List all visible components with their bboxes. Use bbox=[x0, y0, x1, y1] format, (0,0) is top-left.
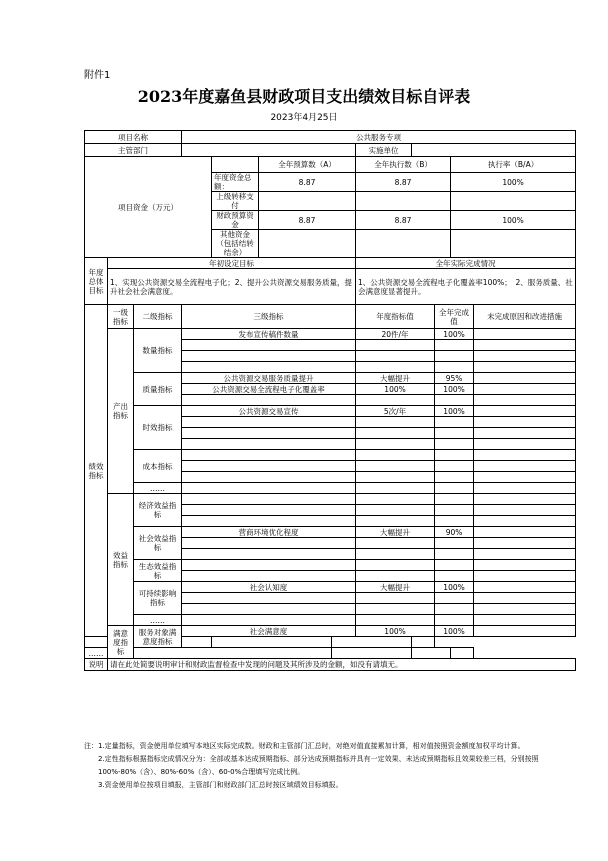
indicator-target: 100% bbox=[356, 384, 435, 395]
indicator-done: 100% bbox=[435, 384, 474, 395]
indicator-reason bbox=[474, 626, 576, 637]
benefit-label: 效益指标 bbox=[108, 494, 134, 626]
economic-label: 经济效益指标 bbox=[134, 494, 182, 527]
report-date: 2023年4月25日 bbox=[270, 113, 338, 123]
overall-actual-text: 1、公共资源交易全流程电子化覆盖率100%； 2、服务质量、社会满意度显著提升。 bbox=[356, 269, 576, 305]
explain-text: 请在此处简要说明审计和财政监督检查中发现的问题及其所涉及的金额，如没有请填无。 bbox=[108, 659, 576, 671]
benefit-ellipsis: …… bbox=[134, 615, 182, 626]
funds-row-exec: 8.87 bbox=[356, 173, 451, 192]
satisfaction-ellipsis: …… bbox=[85, 648, 108, 659]
funds-col-rate: 执行率（B/A） bbox=[451, 157, 576, 173]
evaluation-table bbox=[84, 130, 576, 671]
attachment-label: 附件1 bbox=[84, 70, 111, 81]
indicator-target: 大幅提升 bbox=[356, 527, 435, 538]
project-name-value: 公共服务专项 bbox=[182, 131, 576, 144]
indicator-target: 大幅提升 bbox=[356, 582, 435, 593]
indicator-target: 20件/年 bbox=[356, 329, 435, 340]
perf-label: 绩效指标 bbox=[85, 305, 108, 637]
overall-target-label: 年度总体目标 bbox=[85, 258, 108, 305]
funds-row-budget: 8.87 bbox=[259, 211, 356, 230]
funds-col-exec: 全年执行数（B） bbox=[356, 157, 451, 173]
quality-label: 质量指标 bbox=[134, 373, 182, 406]
overall-col-target: 年初设定目标 bbox=[108, 258, 356, 269]
perf-h-l1: 一级指标 bbox=[108, 305, 134, 329]
indicator-name: 公共资源交易全流程电子化覆盖率 bbox=[182, 384, 356, 395]
indicator-name: 营商环境优化程度 bbox=[182, 527, 356, 538]
sustainable-label: 可持续影响指标 bbox=[134, 582, 182, 615]
impl-label: 实施单位 bbox=[356, 144, 412, 157]
output-label: 产出指标 bbox=[108, 329, 134, 494]
indicator-reason bbox=[474, 384, 576, 395]
indicator-done: 100% bbox=[435, 626, 474, 637]
project-name-label: 项目名称 bbox=[85, 131, 182, 144]
indicator-name: 公共资源交易服务质量提升 bbox=[182, 373, 356, 384]
service-satisfaction-label: 服务对象满意度指标 bbox=[134, 626, 182, 648]
funds-row-rate: 100% bbox=[451, 211, 576, 230]
funds-row-name: 其他资金（包括结转结余） bbox=[212, 230, 259, 258]
dept-label: 主管部门 bbox=[85, 144, 182, 157]
funds-row-name: 年度资金总额： bbox=[212, 173, 259, 192]
funds-row-exec bbox=[356, 230, 451, 258]
indicator-reason bbox=[474, 527, 576, 538]
dept-value bbox=[182, 144, 356, 157]
funds-row-budget bbox=[259, 192, 356, 211]
funds-row-budget: 8.87 bbox=[259, 173, 356, 192]
funds-row-rate bbox=[451, 230, 576, 258]
footnote-3: 3.资金使用单位按项目填报，主管部门和财政部门汇总时按区域绩效目标填报。 bbox=[98, 781, 343, 789]
indicator-done: 100% bbox=[435, 406, 474, 417]
indicator-name: 社会认知度 bbox=[182, 582, 356, 593]
funds-blank-header bbox=[212, 157, 259, 173]
perf-h-reason: 未完成原因和改进措施 bbox=[474, 305, 576, 329]
indicator-done: 95% bbox=[435, 373, 474, 384]
satisfaction-label: 满意度指标 bbox=[108, 626, 134, 659]
footnote-1: 注：1.定量指标，资金使用单位填写本地区实际完成数。财政和主管部门汇总时，对绝对值直接累加计算，相对值按照资金额度加权平均计算。 bbox=[84, 742, 525, 750]
funds-col-budget: 全年预算数（A） bbox=[259, 157, 356, 173]
cost-label: 成本指标 bbox=[134, 450, 182, 483]
indicator-target: 100% bbox=[356, 626, 435, 637]
social-label: 社会效益指标 bbox=[134, 527, 182, 560]
indicator-target: 大幅提升 bbox=[356, 373, 435, 384]
footnotes bbox=[84, 740, 555, 792]
funds-row-rate bbox=[451, 192, 576, 211]
indicator-reason bbox=[474, 406, 576, 417]
indicator-reason bbox=[474, 582, 576, 593]
funds-row-name: 上级转移支付 bbox=[212, 192, 259, 211]
perf-h-target: 年度指标值 bbox=[356, 305, 435, 329]
ecological-label: 生态效益指标 bbox=[134, 560, 182, 582]
footnote-2: 2.定性指标根据指标完成情况分为：全部或基本达成预期指标、部分达成预期指标并具有一定效果、未达成预期指标且效果较差三档，分别按照100%-80%（含）、80%-60%（含）、60-0%合理填写完成比例。 bbox=[98, 755, 539, 776]
overall-target-text: 1、实现公共资源交易全流程电子化；2、提升公共资源交易服务质量，提升社会社会满意度。 bbox=[108, 269, 356, 305]
overall-col-actual: 全年实际完成情况 bbox=[356, 258, 576, 269]
perf-h-l3: 三级指标 bbox=[182, 305, 356, 329]
indicator-done: 100% bbox=[435, 329, 474, 340]
perf-h-l2: 二级指标 bbox=[134, 305, 182, 329]
output-ellipsis: …… bbox=[134, 483, 182, 494]
timeliness-label: 时效指标 bbox=[134, 406, 182, 450]
indicator-done: 90% bbox=[435, 527, 474, 538]
perf-h-done: 全年完成值 bbox=[435, 305, 474, 329]
funds-label: 项目资金（万元） bbox=[85, 157, 212, 258]
funds-row-exec bbox=[356, 192, 451, 211]
indicator-done: 100% bbox=[435, 582, 474, 593]
funds-row-name: 财政预算资金 bbox=[212, 211, 259, 230]
indicator-reason bbox=[474, 373, 576, 384]
indicator-reason bbox=[474, 329, 576, 340]
funds-row-exec: 8.87 bbox=[356, 211, 451, 230]
funds-row-rate: 100% bbox=[451, 173, 576, 192]
funds-row-budget bbox=[259, 230, 356, 258]
impl-value bbox=[412, 144, 576, 157]
indicator-name: 公共资源交易宣传 bbox=[182, 406, 356, 417]
explain-label: 说明 bbox=[85, 659, 108, 671]
page-title: 2023年度嘉鱼县财政项目支出绩效目标自评表 bbox=[137, 87, 471, 106]
indicator-name: 发布宣传稿件数量 bbox=[182, 329, 356, 340]
indicator-name: 社会满意度 bbox=[182, 626, 356, 637]
indicator-target: 5次/年 bbox=[356, 406, 435, 417]
quantity-label: 数量指标 bbox=[134, 329, 182, 373]
